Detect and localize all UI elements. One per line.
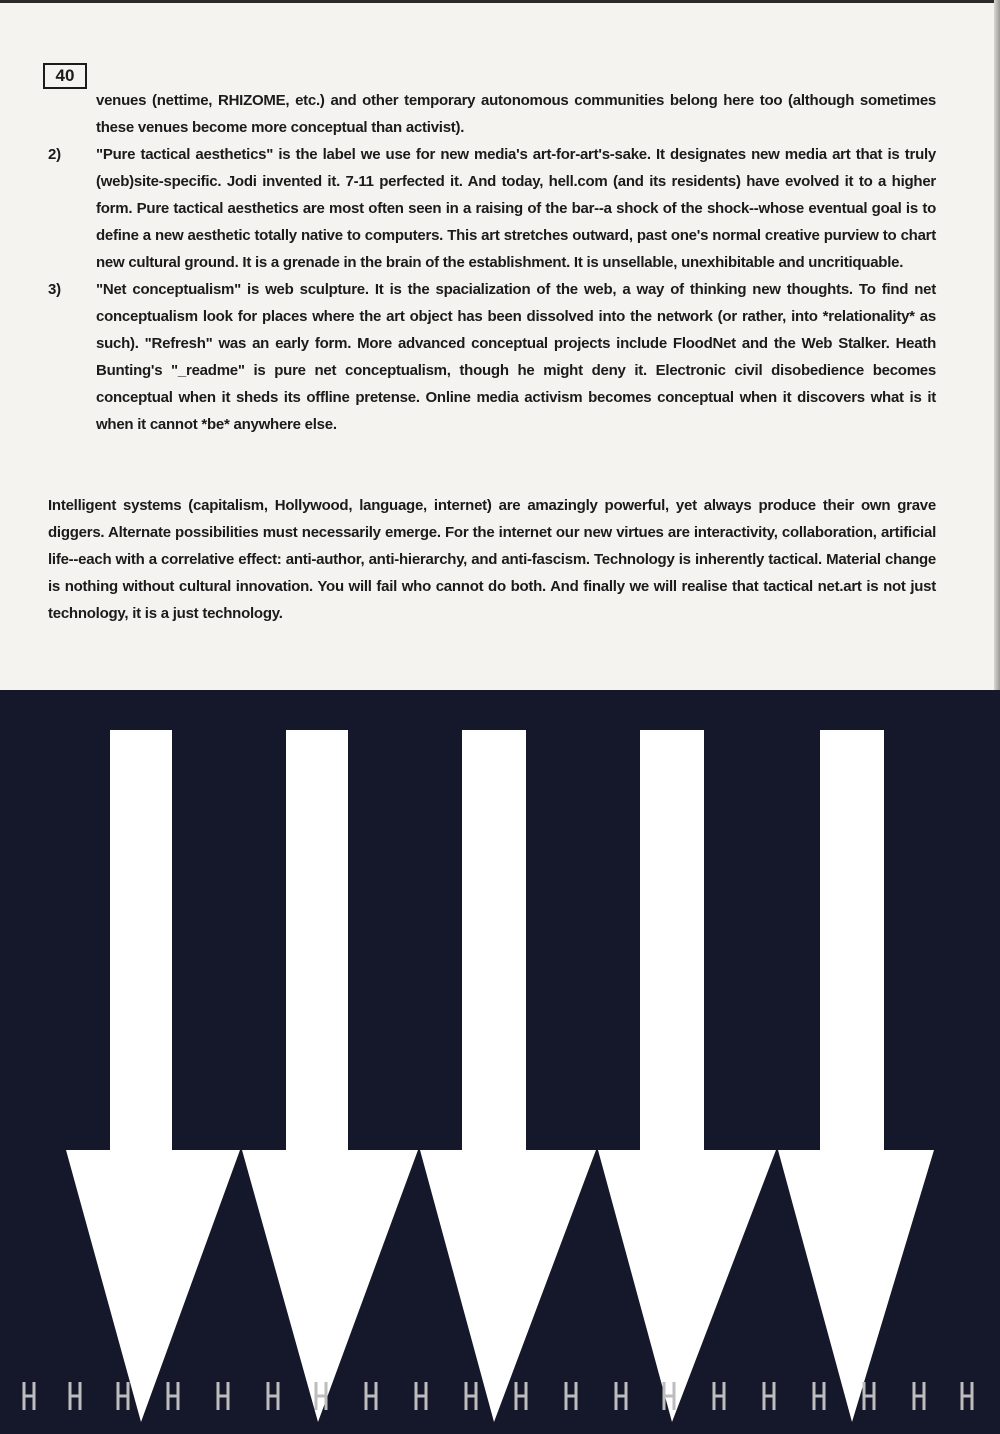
list-item-number: 3) [48,281,61,298]
numbered-list [48,141,936,438]
list-item-text: "Pure tactical aesthetics" is the label we use for new media's art-for-art's-sake. It designates new media art that is truly (web)site-specific. Jodi invented it. 7-11 perfected it. And today, hell.com (and its residents) have evolved it to a higher form. Pure tactical aesthetics are most often seen in a raising of the bar--a shock of the shock--whose eventual goal is to define a new aesthetic totally native to computers. This art stretches outward, past one's normal creative purview to chart new cultural ground. It is a grenade in the brain of the establishment. It is unsellable, unexhibitable and uncritiquable. [96,146,936,271]
closing-paragraph: Intelligent systems (capitalism, Hollywood, language, internet) are amazingly powerful, yet always produce their own grave diggers. Alternate possibilities must necessarily emerge. For the internet our new virtues are interactivity, collaboration, artificial life--each with a correlative effect: anti-author, anti-hierarchy, and anti-fascism. Technology is inherently tactical. Material change is nothing without cultural innovation. You will fail who cannot do both. And finally we will realise that tactical net.art is not just technology, it is a just technology. [48,497,936,622]
page-number: 40 [43,63,87,89]
page-edge-shadow [994,0,1000,690]
list-item [48,276,936,438]
spiral-binding [0,1376,1000,1416]
top-rule [0,0,1000,3]
down-arrow-2 [242,730,418,1422]
down-arrows-graphic [0,690,1000,1434]
down-arrow-3 [420,730,596,1422]
list-item-number: 2) [48,146,61,163]
down-arrow-4 [598,730,776,1422]
list-item-text: "Net conceptualism" is web sculpture. It is the spacialization of the web, a way of thinking new thoughts. To find net conceptualism look for places where the art object has been dissolved into the network (or rather, into *relationality* as such). "Refresh" was an early form. More advanced conceptual projects include FloodNet and the Web Stalker. Heath Bunting's "_readme" is pure net conceptualism, though he might deny it. Electronic civil disobedience becomes conceptual when it sheds its offline pretense. Online media activism becomes conceptual when it discovers what is it when it cannot *be* anywhere else. [96,281,936,433]
arrows-svg [0,690,1000,1434]
down-arrow-5 [778,730,934,1422]
down-arrow-1 [66,730,240,1422]
list-item [48,141,936,276]
intro-paragraph: venues (nettime, RHIZOME, etc.) and other temporary autonomous communities belong here too (although sometimes these venues become more conceptual than activist). [96,92,936,136]
